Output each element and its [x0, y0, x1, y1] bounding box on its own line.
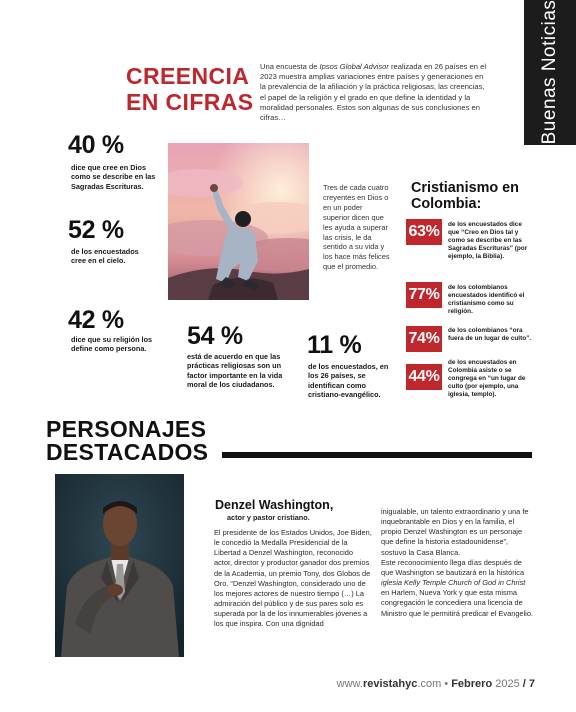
intro-text-start: Una encuesta de	[260, 62, 320, 71]
person-name: Denzel Washington,	[215, 498, 334, 512]
colombia-stat-value-attends: 44%	[406, 364, 442, 390]
footer-year: 2025	[492, 678, 520, 690]
footer-site-prefix: www.	[336, 678, 363, 690]
colombia-stat-value-christianity: 77%	[406, 282, 442, 308]
stat-value-believe-god: 40 %	[68, 131, 124, 159]
section-heading-line2: DESTACADOS	[46, 439, 209, 465]
section-tab	[524, 0, 576, 145]
stat-value-evangelical: 11 %	[307, 331, 362, 359]
article-body-col2-part3: en Harlem, Nueva York y que esta misma congregación le concediera una licencia de Ministro que le permitirá predicar el Evangelio.	[381, 588, 533, 618]
article-body-col2	[381, 507, 533, 619]
person-role: actor y pastor cristiano.	[227, 513, 310, 522]
stat-text-evangelical: de los encuestados, en los 26 países, se identifican como cristiano-evangélico.	[308, 362, 389, 400]
portrait-photo	[55, 474, 184, 657]
sunrise-photo	[168, 143, 309, 300]
section-heading-line1: PERSONAJES	[46, 416, 207, 442]
article-body-col2-part1: inigualable, un talento extraordinario y una fe inquebrantable en Dios y en la familia, el propio Denzel Washington es un personaje que define la historia estadounidense”, sostuvo la Casa Blanca.	[381, 507, 529, 557]
stat-text-religion-defines: dice que su religión los define como persona.	[71, 335, 153, 354]
article-title-line1: CREENCIA	[126, 63, 250, 89]
article-title-line2: EN CIFRAS	[126, 89, 254, 115]
intro-paragraph	[260, 62, 490, 123]
section-divider	[222, 452, 532, 458]
page-footer	[337, 678, 535, 690]
footer-separator: •	[441, 678, 452, 690]
colombia-stat-text-scriptures: de los encuestados dice que “Creo en Dios tal y como se describe en las Sagradas Escrituras” (por ejemplo, la Biblia).	[448, 221, 528, 260]
footer-page-number: / 7	[519, 678, 535, 690]
colombia-stat-text-prays: de los colombianos “ora fuera de un lugar de culto”.	[448, 327, 532, 342]
footer-site-suffix: .com	[417, 678, 442, 690]
colombia-stat-text-christianity: de los colombianos encuestados identificó el cristianismo como su religión.	[448, 284, 525, 315]
footer-month: Febrero	[451, 678, 493, 690]
stat-value-religion-defines: 42 %	[68, 306, 124, 334]
church-name: iglesia Kelly Temple Church of God in Christ	[381, 578, 526, 588]
intro-source: Ipsos Global Advisor	[319, 62, 389, 71]
article-body-col1: El presidente de los Estados Unidos, Joe Biden, le concedió la Medalla Presidencial de la Libertad a Denzel Washington, reconocido actor, director y productor ganador dos premios de la Academia, un premio Tony, dos Globos de Oro. “Denzel Washington, considerado uno de los mejores actores de nuestro tiempo (…) La admiración del público y de sus pares solo es superada por la de los innumerables jóvenes a los que inspira. Con una dignidad	[214, 528, 372, 629]
footer-site-brand: revistahyc	[362, 678, 418, 690]
intro-text-end: realizada en 26 países en el 2023 muestra amplias variaciones entre países y generaciones en la prevalencia de la afiliación y la práctica religiosas, las creencias, el papel de la religión y el grado en que define la identidad y la moralidad personales. Estos son algunas de sus conclusiones en cifras…	[260, 62, 487, 123]
section-tab-label: Buenas Noticias	[539, 0, 560, 145]
three-of-four-quote: Tres de cada cuatro creyentes en Dios o en un poder superior dicen que les ayuda a superar las crisis, le da sentido a su vida y los hace más felices que el promedio.	[323, 183, 390, 272]
stat-value-moral-life: 54 %	[187, 322, 243, 350]
colombia-stat-text-attends: de los encuestados en Colombia asiste o se congrega en “un lugar de culto (por ejemplo, una iglesia, templo).	[448, 359, 526, 398]
stat-text-heaven: de los encuestados cree en el cielo.	[71, 247, 139, 266]
article-body-col2-part2: Este reconocimiento llega días después de que Washington se bautizará en la histórica	[381, 557, 525, 577]
article-title	[126, 63, 256, 115]
colombia-stat-value-scriptures: 63%	[406, 219, 442, 245]
colombia-title: Cristianismo en Colombia:	[411, 180, 519, 212]
colombia-stat-value-prays: 74%	[406, 326, 442, 352]
stat-text-moral-life: está de acuerdo en que las prácticas religiosas son un factor importante en la vida moral de los ciudadanos.	[187, 352, 283, 390]
section-heading	[46, 418, 208, 464]
stat-value-heaven: 52 %	[68, 216, 124, 244]
stat-text-believe-god: dice que cree en Dios como se describe en las Sagradas Escrituras.	[71, 163, 156, 191]
